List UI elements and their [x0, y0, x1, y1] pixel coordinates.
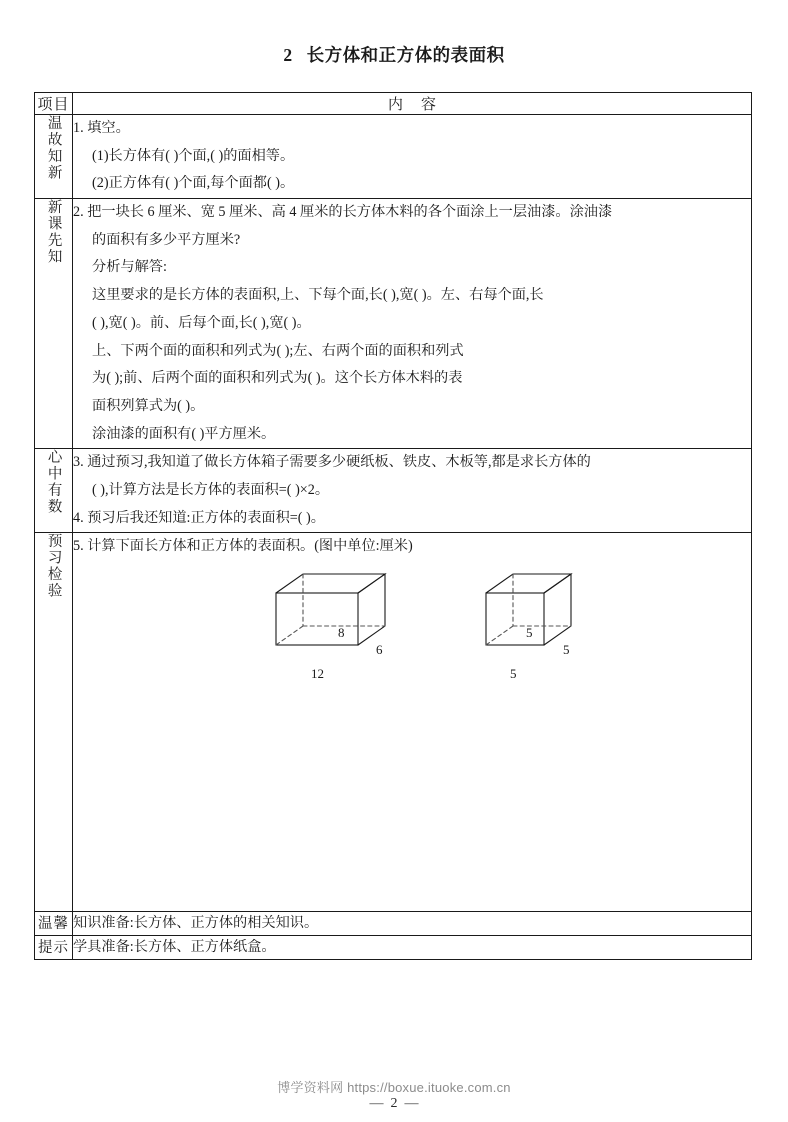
section-label-newlesson: 新课先知	[35, 199, 73, 449]
review-line-3: (2)正方体有( )个面,每个面都( )。	[92, 175, 295, 192]
section-content-newlesson	[73, 199, 752, 449]
review-line-1: 1. 填空。	[73, 120, 130, 136]
cube-label-height: 5	[526, 625, 533, 640]
prism-label-length: 12	[311, 666, 324, 681]
section-row-newlesson	[35, 199, 752, 449]
newlesson-line-8: 面积列算式为( )。	[92, 397, 205, 414]
section-label-review: 温故知新	[35, 115, 73, 199]
newlesson-line-7: 为( );前、后两个面的面积和列式为( )。这个长方体木料的表	[92, 370, 463, 387]
newlesson-line-5: ( ),宽( )。前、后每个面,长( ),宽( )。	[92, 314, 311, 331]
section-label-understanding: 心中有数	[35, 449, 73, 533]
page-title	[0, 42, 788, 67]
figure-rectangular-prism	[271, 569, 401, 681]
table-header-row	[35, 93, 752, 115]
cube-label-depth: 5	[563, 642, 570, 657]
understanding-line-3: 4. 预习后我还知道:正方体的表面积=( )。	[73, 509, 325, 526]
newlesson-line-3: 分析与解答:	[92, 259, 167, 276]
tips-label-line2: 提示	[35, 936, 73, 960]
figures-container	[73, 567, 751, 685]
cube-label-length: 5	[510, 666, 517, 681]
header-content-char1: 内	[387, 97, 403, 113]
section-content-check	[73, 533, 752, 912]
tips-line-2: 学具准备:长方体、正方体纸盒。	[73, 939, 276, 956]
figure-cube	[481, 569, 591, 681]
section-row-review	[35, 115, 752, 199]
page-title-text: 长方体和正方体的表面积	[306, 45, 505, 65]
header-content-char2: 容	[421, 97, 437, 113]
footer-dash-right: —	[404, 1096, 419, 1111]
footer-page-number: 2	[390, 1096, 398, 1111]
watermark: 博学资料网 https://boxue.ituoke.com.cn	[277, 1080, 511, 1095]
newlesson-line-6: 上、下两个面的面积和列式为( );左、右两个面的面积和列式	[92, 342, 464, 359]
section-content-understanding	[73, 449, 752, 533]
footer-dash-left: —	[369, 1096, 384, 1111]
newlesson-line-1: 2. 把一块长 6 厘米、宽 5 厘米、高 4 厘米的长方体木料的各个面涂上一层油漆。涂油漆	[73, 204, 613, 221]
page-title-number: 2	[283, 45, 293, 65]
tips-content-knowledge	[73, 912, 752, 936]
section-row-understanding	[35, 449, 752, 533]
tips-line-1: 知识准备:长方体、正方体的相关知识。	[73, 915, 319, 932]
section-label-check: 预习检验	[35, 533, 73, 912]
section-content-review	[73, 115, 752, 199]
review-line-2: (1)长方体有( )个面,( )的面相等。	[92, 147, 295, 164]
worksheet-table	[34, 92, 752, 960]
tips-row-1	[35, 912, 752, 936]
newlesson-line-2: 的面积有多少平方厘米?	[92, 231, 241, 248]
newlesson-line-4: 这里要求的是长方体的表面积,上、下每个面,长( ),宽( )。左、右每个面,长	[92, 287, 544, 304]
tips-row-2	[35, 936, 752, 960]
newlesson-line-9: 涂油漆的面积有( )平方厘米。	[92, 425, 276, 442]
header-cell-content	[73, 93, 752, 115]
section-row-check	[35, 533, 752, 912]
header-cell-item: 项目	[35, 93, 73, 115]
prism-label-height: 8	[338, 625, 345, 640]
tips-content-materials	[73, 936, 752, 960]
tips-label-line1: 温馨	[35, 912, 73, 936]
cube-svg	[481, 569, 591, 661]
page-footer	[0, 1096, 788, 1112]
understanding-line-2: ( ),计算方法是长方体的表面积=( )×2。	[92, 481, 330, 498]
check-line-1: 5. 计算下面长方体和正方体的表面积。(图中单位:厘米)	[73, 538, 413, 555]
prism-label-depth: 6	[376, 642, 383, 657]
understanding-line-1: 3. 通过预习,我知道了做长方体箱子需要多少硬纸板、铁皮、木板等,都是求长方体的	[73, 454, 591, 471]
